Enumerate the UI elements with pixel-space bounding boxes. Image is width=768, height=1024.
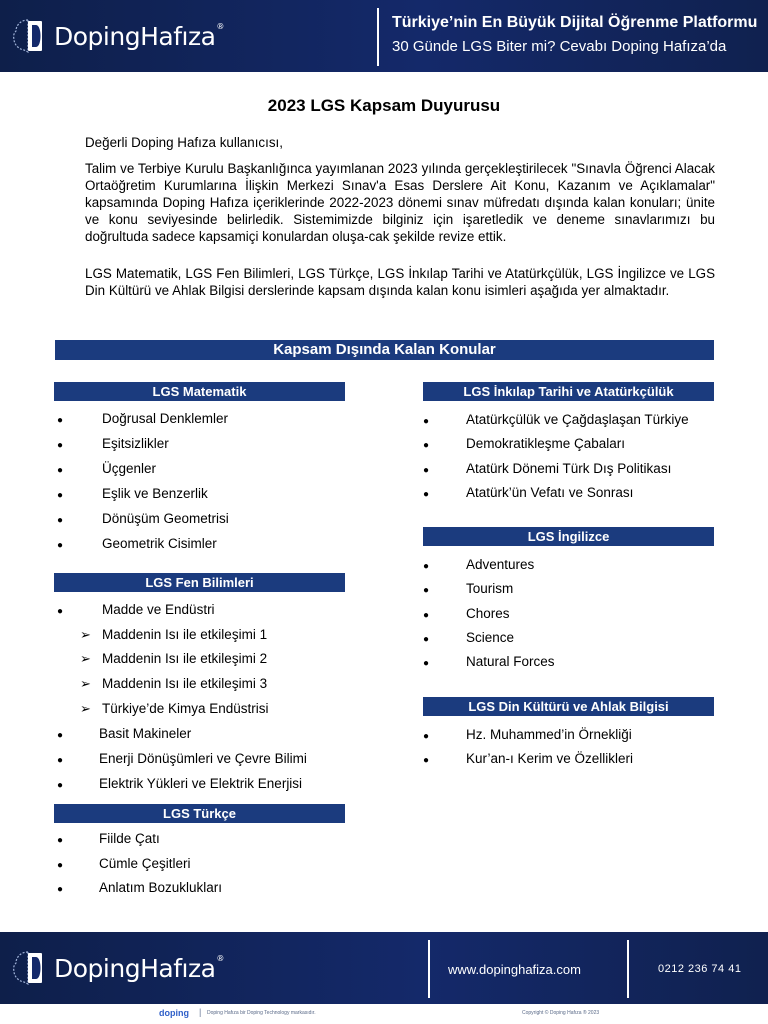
list-item: Tourism (466, 581, 514, 596)
list-subitem: Maddenin Isı ile etkileşimi 1 (102, 627, 268, 642)
list-item: Eşitsizlikler (102, 436, 169, 451)
bullet-icon: ● (57, 515, 64, 526)
brain-logo-icon (12, 17, 48, 55)
list-item: Eşlik ve Benzerlik (102, 486, 208, 501)
bullet-icon: ● (423, 561, 430, 572)
list-item: Adventures (466, 557, 535, 572)
section-header-matematik: LGS Matematik (54, 382, 345, 401)
document-title: 2023 LGS Kapsam Duyurusu (267, 96, 501, 115)
section-header-turkce: LGS Türkçe (54, 804, 345, 823)
bullet-icon: ● (423, 634, 430, 645)
list-item: Doğrusal Denklemler (102, 411, 229, 426)
brand-note: Doping Hafıza bir Doping Technology markasıdır. (207, 1010, 316, 1016)
list-item: Chores (466, 606, 510, 621)
logo-text: DopingHafıza® (54, 21, 224, 51)
list-item: Atatürk’ün Vefatı ve Sonrası (466, 485, 634, 500)
footer-bar (0, 932, 768, 1004)
list-item: Hz. Muhammed’in Örnekliği (466, 727, 632, 742)
arrow-bullet-icon: ➢ (80, 651, 91, 666)
list-item: Kur’an-ı Kerim ve Özellikleri (466, 751, 634, 766)
list-subitem: Türkiye’de Kimya Endüstrisi (102, 701, 269, 716)
brand-separator: | (199, 1007, 202, 1017)
bullet-icon: ● (57, 835, 64, 846)
section-header-din-kulturu: LGS Din Kültürü ve Ahlak Bilgisi (423, 697, 714, 716)
list-item: Basit Makineler (99, 726, 192, 741)
copyright-text: Copyright © Doping Hafıza ® 2023 (522, 1010, 600, 1016)
list-item: Cümle Çeşitleri (99, 856, 191, 871)
footer-logo[interactable] (12, 948, 224, 988)
list-item: Atatürk Dönemi Türk Dış Politikası (466, 461, 672, 476)
bullet-icon: ● (57, 465, 64, 476)
excluded-topics-band: Kapsam Dışında Kalan Konular (55, 340, 714, 360)
list-item: Geometrik Cisimler (102, 536, 217, 551)
footer-divider (627, 940, 629, 998)
list-subitem: Maddenin Isı ile etkileşimi 3 (102, 676, 268, 691)
intro-paragraph: Talim ve Terbiye Kurulu Başkanlığınca yayımlanan 2023 yılında gerçekleştirilecek "Sınavla Öğrenci Alacak Ortaöğretim Kurumlarına İlişkin Merkezi Sınav'a Esas Derslere Ait Konu, Kazanım ve Açıklamalar" kapsamında Doping Hafıza içeriklerinde 2022-2023 dönemi sınav müfredatı dışında kalan konuları; ünite ve konu seviyesinde belirledik. Sistemimizde bilginiz için işaretledik ve deneme sınavlarımızı bu doğrultuda sadece kapsamiçi konulardan oluşa-cak şekilde revize ettik. (85, 161, 715, 244)
header-bar (0, 0, 768, 72)
courses-paragraph: LGS Matematik, LGS Fen Bilimleri, LGS Türkçe, LGS İnkılap Tarihi ve Atatürkçülük, LGS İngilizce ve LGS Din Kültürü ve Ahlak Bilgisi derslerinde kapsam dışında kalan konu isimleri aşağıda yer almaktadır. (85, 266, 715, 298)
footer-logo-text: DopingHafıza® (54, 953, 224, 983)
list-item: Anlatım Bozuklukları (99, 880, 223, 895)
list-subitem: Maddenin Isı ile etkileşimi 2 (102, 651, 268, 666)
header-subtagline: 30 Günde LGS Biter mi? Cevabı Doping Hafıza’da (392, 38, 727, 55)
section-header-inkilap-tarihi: LGS İnkılap Tarihi ve Atatürkçülük (423, 382, 714, 401)
arrow-bullet-icon: ➢ (80, 676, 91, 691)
arrow-bullet-icon: ➢ (80, 627, 91, 642)
bullet-icon: ● (57, 755, 64, 766)
bullet-icon: ● (57, 415, 64, 426)
bullet-icon: ● (423, 585, 430, 596)
bullet-icon: ● (57, 730, 64, 741)
bullet-icon: ● (57, 606, 64, 617)
list-item: Fiilde Çatı (99, 831, 160, 846)
greeting-paragraph: Değerli Doping Hafıza kullanıcısı, (85, 135, 283, 150)
bullet-icon: ● (423, 416, 430, 427)
website-link[interactable]: www.dopinghafiza.com (448, 962, 581, 977)
bullet-icon: ● (423, 755, 430, 766)
bullet-icon: ● (423, 731, 430, 742)
list-item: Demokratikleşme Çabaları (466, 436, 626, 451)
header-divider (377, 8, 379, 66)
bullet-icon: ● (57, 884, 64, 895)
bullet-icon: ● (423, 489, 430, 500)
bullet-icon: ● (423, 610, 430, 621)
header-tagline: Türkiye’nin En Büyük Dijital Öğrenme Platformu (392, 14, 758, 31)
list-item: Science (466, 630, 515, 645)
bullet-icon: ● (57, 490, 64, 501)
list-item: Atatürkçülük ve Çağdaşlaşan Türkiye (466, 412, 689, 427)
phone-number[interactable]: 0212 236 74 41 (658, 963, 742, 975)
doping-hafiza-logo[interactable] (12, 16, 224, 56)
bullet-icon: ● (423, 465, 430, 476)
bottom-strip (0, 1004, 768, 1024)
brain-logo-icon (12, 949, 48, 987)
bullet-icon: ● (423, 658, 430, 669)
list-item: Dönüşüm Geometrisi (102, 511, 229, 526)
bullet-icon: ● (423, 440, 430, 451)
list-item: Enerji Dönüşümleri ve Çevre Bilimi (99, 751, 307, 766)
bullet-icon: ● (57, 440, 64, 451)
section-header-ingilizce: LGS İngilizce (423, 527, 714, 546)
list-item: Elektrik Yükleri ve Elektrik Enerjisi (99, 776, 303, 791)
section-header-fen-bilimleri: LGS Fen Bilimleri (54, 573, 345, 592)
arrow-bullet-icon: ➢ (80, 701, 91, 716)
list-item: Natural Forces (466, 654, 555, 669)
list-item: Madde ve Endüstri (102, 602, 215, 617)
bullet-icon: ● (57, 780, 64, 791)
bullet-icon: ● (57, 540, 64, 551)
bullet-icon: ● (57, 860, 64, 871)
footer-divider (428, 940, 430, 998)
list-item: Üçgenler (102, 461, 157, 476)
doping-brand: doping (159, 1008, 189, 1018)
